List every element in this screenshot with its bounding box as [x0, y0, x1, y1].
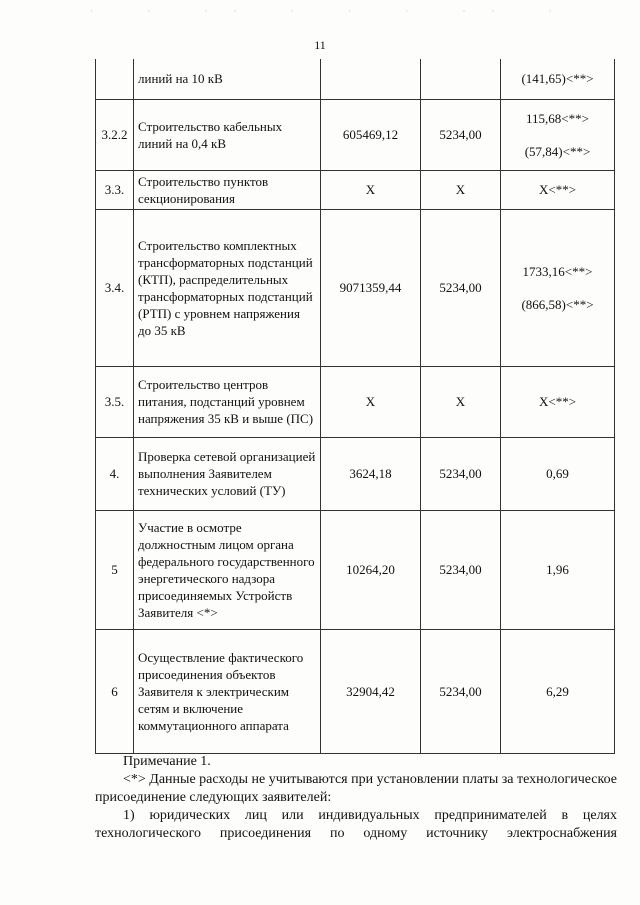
row-description: линий на 10 кВ [134, 59, 321, 99]
row-cost: 605469,12 [321, 99, 421, 170]
row-cost: Х [321, 170, 421, 209]
table-row [96, 437, 615, 510]
row-cost: 32904,42 [321, 629, 421, 753]
row-description: Строительство кабельных линий на 0,4 кВ [134, 99, 321, 170]
row-rate [501, 629, 615, 753]
row-rate [501, 437, 615, 510]
row-rate-alt-value: (57,84)<**> [524, 143, 591, 159]
row-number: 6 [96, 629, 134, 753]
row-number: 3.5. [96, 366, 134, 437]
row-rate-value: Х<**> [538, 182, 577, 197]
row-description: Участие в осмотре должностным лицом органа федерального государственного энергетического надзора присоединяемых Устройств Заявителя <*> [134, 510, 321, 629]
note-paragraph-1: <*> Данные расходы не учитываются при установлении платы за технологическое присоединение следующих заявителей: [95, 772, 617, 805]
row-capacity: 5234,00 [421, 99, 501, 170]
row-capacity: 5234,00 [421, 437, 501, 510]
table-row [96, 170, 615, 209]
row-number: 3.2.2 [96, 99, 134, 170]
row-rate [501, 170, 615, 209]
scan-artifacts: · · ·· · · · ·· · [90, 6, 578, 16]
row-description: Осуществление фактического присоединения объектов Заявителя к электрическим сетям и включение коммутационного аппарата [134, 629, 321, 753]
table-row [96, 59, 615, 99]
table-row [96, 629, 615, 753]
row-number: 3.4. [96, 209, 134, 366]
row-cost: 3624,18 [321, 437, 421, 510]
page-number: 11 [314, 38, 326, 52]
table-row [96, 99, 615, 170]
row-rate [501, 366, 615, 437]
row-rate-value: (141,65)<**> [521, 71, 594, 87]
row-number: 5 [96, 510, 134, 629]
row-rate [501, 510, 615, 629]
row-capacity: 5234,00 [421, 510, 501, 629]
row-capacity: 5234,00 [421, 209, 501, 366]
row-cost: 9071359,44 [321, 209, 421, 366]
row-number: 3.3. [96, 170, 134, 209]
note-paragraph-2: 1) юридических лиц или индивидуальных предпринимателей в целях технологического присоединения по одному источнику электроснабжения [95, 808, 617, 841]
row-rate [501, 59, 615, 99]
table-row [96, 209, 615, 366]
row-rate [501, 209, 615, 366]
row-capacity: 5234,00 [421, 629, 501, 753]
row-rate-value: 1,96 [546, 562, 569, 577]
row-number: 4. [96, 437, 134, 510]
row-rate-value: 0,69 [546, 466, 569, 481]
row-number [96, 59, 134, 99]
row-rate [501, 99, 615, 170]
table-row [96, 510, 615, 629]
row-rate-value: Х<**> [538, 394, 577, 409]
row-cost: Х [321, 366, 421, 437]
row-rate-value: 115,68<**> [526, 110, 589, 126]
table-row [96, 366, 615, 437]
row-cost [321, 59, 421, 99]
tariff-table [95, 59, 615, 754]
row-description: Строительство центров питания, подстанций уровнем напряжения 35 кВ и выше (ПС) [134, 366, 321, 437]
row-cost: 10264,20 [321, 510, 421, 629]
row-description: Строительство комплектных трансформаторных подстанций (КТП), распределительных трансформаторных подстанций (РТП) с уровнем напряжения до 35 кВ [134, 209, 321, 366]
note-block [95, 753, 617, 843]
row-rate-value: 1733,16<**> [522, 263, 593, 279]
row-description: Проверка сетевой организацией выполнения Заявителем технических условий (ТУ) [134, 437, 321, 510]
note-title: Примечание 1. [123, 754, 211, 769]
row-capacity: Х [421, 170, 501, 209]
row-rate-value: 6,29 [546, 683, 569, 699]
row-rate-alt-value: (866,58)<**> [521, 296, 594, 312]
row-capacity: Х [421, 366, 501, 437]
row-description: Строительство пунктов секционирования [134, 170, 321, 209]
row-capacity [421, 59, 501, 99]
